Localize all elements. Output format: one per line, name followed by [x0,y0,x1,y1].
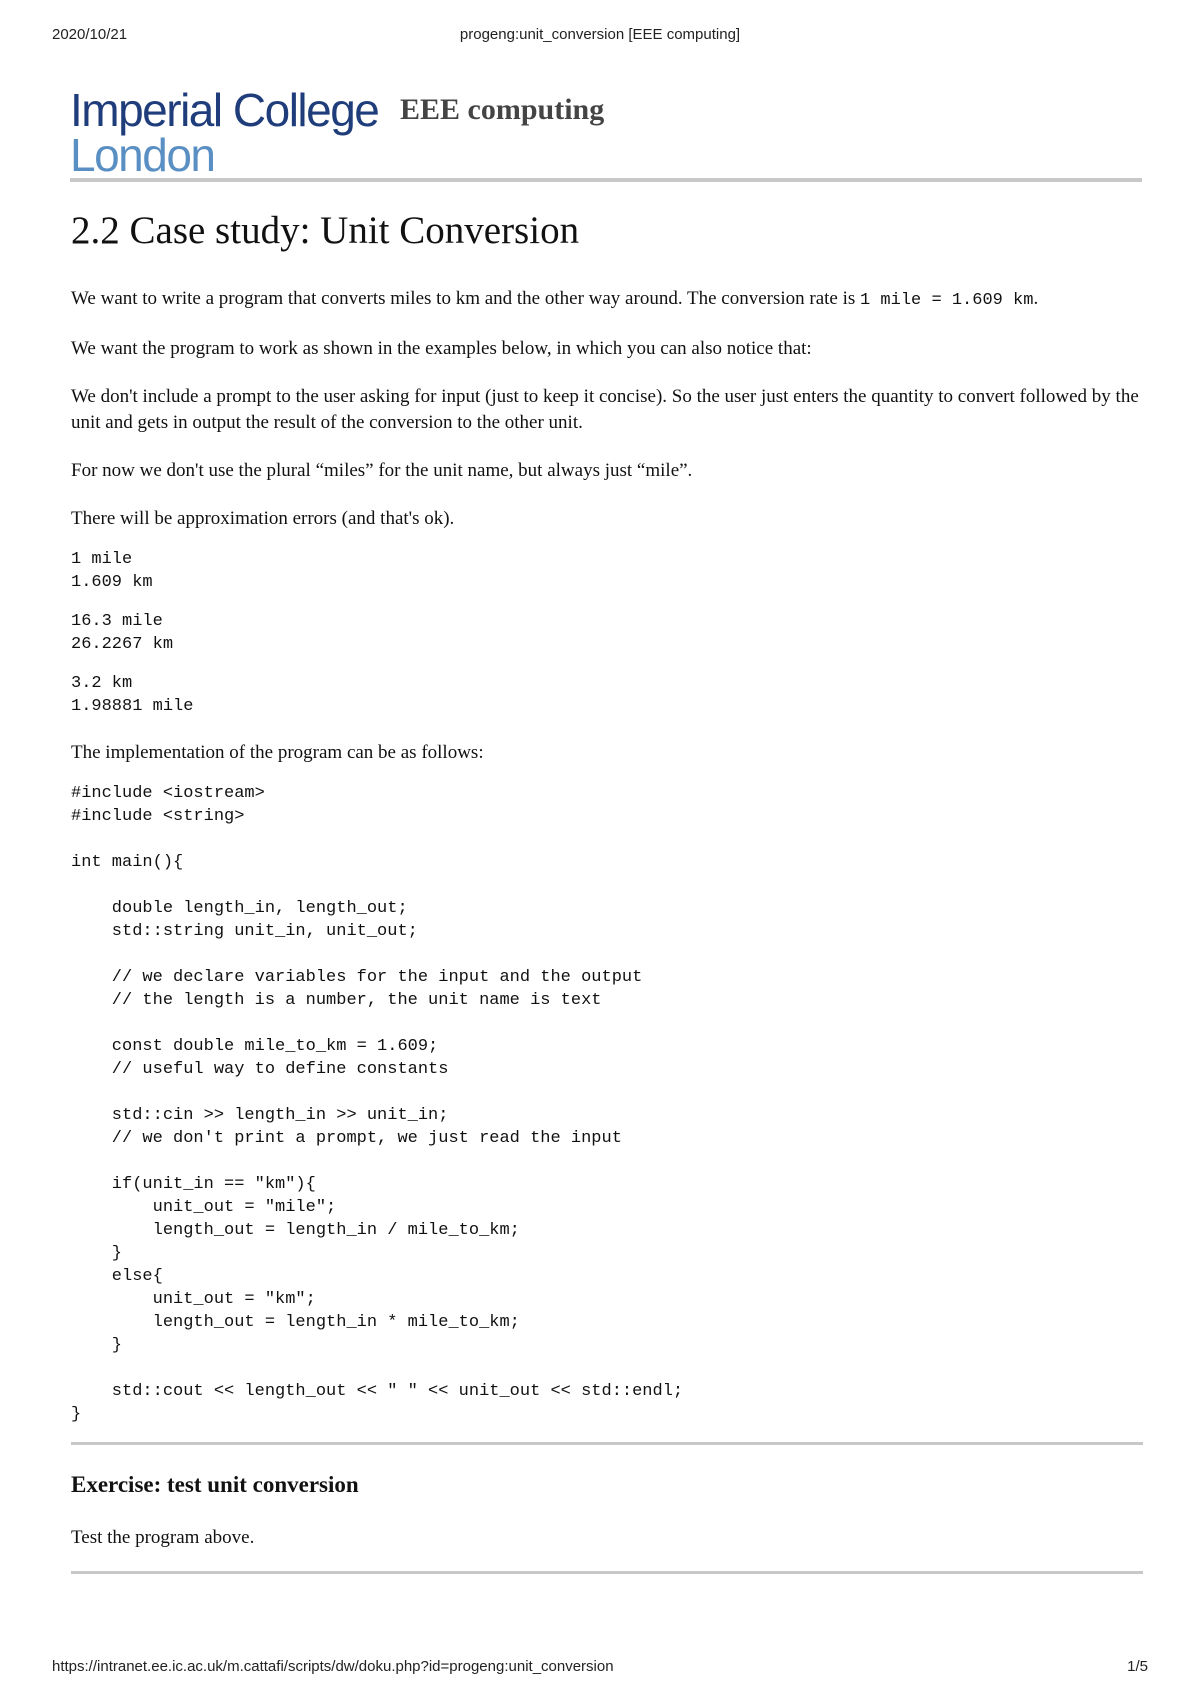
paragraph-plural: For now we don't use the plural “miles” for the unit name, but always just “mile”. [71,460,693,481]
intro-text: We want to write a program that converts miles to km and the other way around. The conversion rate is [71,288,861,309]
site-name-link[interactable]: EEE computing [400,93,605,126]
exercise-heading: Exercise: test unit conversion [71,1472,359,1497]
paragraph-no-prompt: We don't include a prompt to the user asking for input (just to keep it concise). So the user just enters the quantity to convert followed by the unit and gets in output the result of the conversion to the other unit. [71,386,1139,433]
site-header [70,86,1142,182]
print-footer [52,1658,1148,1680]
page-url: https://intranet.ee.ic.ac.uk/m.cattafi/scripts/dw/doku.php?id=progeng:unit_conversion [52,1658,614,1675]
page-title: 2.2 Case study: Unit Conversion [71,209,580,252]
example-block-2: 16.3 mile 26.2267 km [71,612,174,654]
print-header [52,26,1148,48]
conversion-rate-code: 1 mile = 1.609 km [860,291,1034,310]
page-number: 1/5 [1127,1658,1148,1675]
print-date: 2020/10/21 [52,26,128,43]
print-page-title: progeng:unit_conversion [EEE computing] [459,26,741,43]
logo-london[interactable]: London [70,129,215,181]
exercise-text: Test the program above. [71,1527,255,1548]
paragraph-approximation: There will be approximation errors (and that's ok). [71,508,455,529]
example-block-1: 1 mile 1.609 km [71,550,153,592]
example-block-3: 3.2 km 1.98881 mile [71,674,194,716]
section-divider-bottom [71,1571,1143,1574]
page-content [71,196,1143,1600]
code-block: #include <iostream> #include <string> int main(){ double length_in, length_out; std::string unit_in, unit_out; // we declare variables for the input and the output // the length is a number, the unit name is text const double mile_to_km = 1.609; // useful way to define constants std::cin >> length_in >> unit_in; // we don't print a prompt, we just read the input if(unit_in == "km"){ unit_out = "mile"; length_out = length_in / mile_to_km; } else{ unit_out = "km"; length_out = length_in * mile_to_km; } std::cout << length_out << " " << unit_out << std::endl; } [71,784,684,1424]
intro-paragraph [71,286,1143,314]
implementation-intro: The implementation of the program can be as follows: [71,742,484,763]
intro-end: . [1033,288,1039,309]
logo-imperial-college[interactable]: Imperial College [70,84,379,136]
paragraph-examples-intro: We want the program to work as shown in the examples below, in which you can also notice that: [71,338,812,359]
section-divider [71,1442,1143,1445]
